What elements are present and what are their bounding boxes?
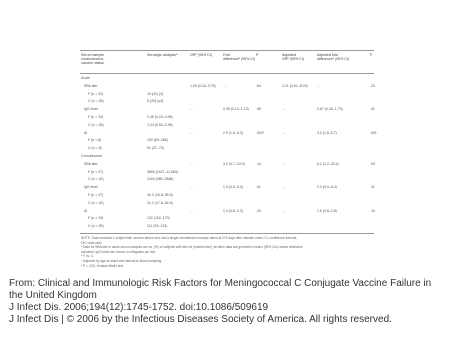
table-cell: .64 <box>256 83 261 88</box>
table-cell: .61 <box>256 185 261 190</box>
table-cell: ... <box>190 161 193 166</box>
table-cell: SBA titer <box>84 161 98 166</box>
table-cell: 1.4 (0.8–2.3) <box>223 208 243 213</box>
table-cell: Acute <box>81 76 90 80</box>
table-cell: F (n = 32) <box>88 91 104 96</box>
table-cell: ... <box>282 185 285 190</box>
table-cell: ... <box>282 130 285 135</box>
table-note: OR, odds ratio. <box>81 240 103 245</box>
table-cell: ... <box>190 208 193 213</box>
table-cell: ... <box>317 83 320 88</box>
table-row <box>80 176 374 182</box>
table-cell: 0.67 (0.26–1.73) <box>317 107 343 112</box>
table-note: indicated. IgG levels are shown in milligrams per liter. <box>81 249 157 254</box>
table-cell: SBA titer <box>84 83 98 88</box>
table-row <box>80 208 374 214</box>
table-image <box>72 46 378 273</box>
table-row <box>80 98 374 104</box>
table-cell: 0.39 (0.13–1.13) <box>223 107 249 112</box>
table-cell: 8 (20) (≤4) <box>147 99 164 104</box>
table-row <box>80 200 374 206</box>
table-cell: ... <box>282 161 285 166</box>
table-row <box>80 145 374 151</box>
table-cell: 1.29 (0.44–3.78) <box>190 83 216 88</box>
table-row <box>80 184 374 190</box>
citation-source: From: Clinical and Immunologic Risk Factors for Meningococcal C Conjugate Vaccine Failure in the United Kingdom <box>9 278 432 301</box>
table-cell: .41 <box>370 107 375 112</box>
table-row <box>80 83 374 89</box>
table-cell: 1.3 (0.5–3.4) <box>223 185 243 190</box>
table-cell: IgG level <box>84 185 98 190</box>
table-row <box>80 161 374 167</box>
table-cell: 3.2 (1.8–5.7) <box>317 130 337 135</box>
table-cell: 40.0 (16.8–95.5) <box>147 193 173 197</box>
citation-journal-link[interactable]: J Infect Dis. 2006;194(12):1745-1752. doi:10.1086/509619 <box>9 302 269 313</box>
table-cell: F (n = 19) <box>88 216 104 221</box>
table-cell: ... <box>190 107 193 112</box>
table-note: ᵃ Data for SBA titer in acute serum samples are no. (%) of subjects with titer ≥8 (median titer); all other data are geometric means (95% CIs) unless otherwise <box>81 245 303 250</box>
table-top-rule <box>80 50 374 51</box>
table-row <box>80 223 374 229</box>
table-cell: ... <box>223 83 226 88</box>
table-cell: ... <box>282 208 285 213</box>
table-cell: 3690 (1167–11,663) <box>147 169 179 174</box>
table-cell: 2.21 (0.61–8.03) <box>282 83 308 88</box>
table-header-cell: Adjusted ORᵇ (95% CI) <box>282 53 304 62</box>
table-cell: .23 <box>370 83 375 88</box>
table-cell: 2.3 (0.9–6.4) <box>317 185 337 190</box>
table-cell: C (n = 28) <box>88 122 104 127</box>
table-cell: .08 <box>256 107 261 112</box>
table-cell: C (n = 32) <box>88 177 104 182</box>
table-row <box>80 91 374 97</box>
table-cell: 1.24 (0.52–2.96) <box>147 122 173 127</box>
table-row <box>80 153 374 159</box>
table-cell: 132 (102–170) <box>147 216 170 221</box>
table-row <box>80 215 374 221</box>
table-cell: .03 <box>370 161 375 166</box>
table-cell: ... <box>190 185 193 190</box>
table-header-cell: P <box>256 53 259 57</box>
table-row <box>80 75 374 81</box>
table-cell: .19 <box>370 208 375 213</box>
table-notes <box>81 236 373 268</box>
table-cell: 51 (37–70) <box>147 146 164 151</box>
table-bottom-rule <box>80 233 374 234</box>
table-header-rule <box>80 73 374 74</box>
table-cell: C (n = 25) <box>88 224 104 229</box>
table-cell: .23 <box>256 208 261 213</box>
table-cell: 31.2 (17.6–54.5) <box>147 200 173 205</box>
table-cell: IgG level <box>84 107 98 112</box>
table-header-cell: Fold differenceᶜ (95% CI) <box>223 53 256 62</box>
table-row <box>80 122 374 128</box>
table-note: ᵇ F vs. C. <box>81 254 95 259</box>
citation-copyright: J Infect Dis | © 2006 by the Infectious Diseases Society of America. All rights reserved. <box>9 314 392 325</box>
table-cell: F (n = 33) <box>88 115 104 119</box>
table-cell: 3.2 (0.7–14.9) <box>223 161 245 166</box>
table-cell: 6.1 (1.2–32.4) <box>317 161 339 166</box>
table-cell: C (n = 32) <box>88 200 104 205</box>
table-row <box>80 192 374 198</box>
table-row <box>80 169 374 175</box>
table-cell: .14 <box>256 161 261 166</box>
table-note: ᵈ P = .003, Kruskal-Wallis test. <box>81 263 124 268</box>
table-header-cell: ORᵇ (95% CI) <box>190 53 212 57</box>
table-cell: F (n = 27) <box>88 193 104 197</box>
table-cell: 1164 (389–3368) <box>147 177 174 182</box>
table-cell: 111 (93–133) <box>147 224 168 229</box>
table-cell: 2.9 (1.6–5.3) <box>223 130 243 135</box>
table-cell: F (n = 8) <box>88 138 102 143</box>
table-row <box>80 106 374 112</box>
table-cell: .002ᵈ <box>256 130 265 135</box>
table-row <box>80 114 374 120</box>
table-cell: .001 <box>370 130 377 135</box>
table-header-cell: P <box>370 53 373 57</box>
table-row <box>80 137 374 143</box>
table-cell: AI <box>84 130 88 135</box>
table-header-cell: Serologic analysisᵃ <box>147 53 178 57</box>
table-cell: C (n = 28) <box>88 99 104 104</box>
table-cell: ... <box>190 130 193 135</box>
table-row <box>80 130 377 136</box>
table-cell: 15 (41) (4) <box>147 91 164 96</box>
table-cell: ... <box>282 107 285 112</box>
table-cell: AI <box>84 208 88 213</box>
table-cell: C (n = 8) <box>88 146 102 151</box>
table-cell: F (n = 27) <box>88 169 104 174</box>
table-cell: Convalescent <box>81 154 103 158</box>
table-header-cell: Serum sample, measurement, vaccine status <box>81 53 106 66</box>
table-cell: 0.48 (0.24–0.96) <box>147 115 173 119</box>
table-note: ᶜ Adjusted by age at onset and interval to blood sampling. <box>81 258 163 263</box>
citation-block <box>9 278 445 326</box>
table-cell: 150 (84–266) <box>147 138 168 143</box>
table-cell: .11 <box>370 185 375 190</box>
table-cell: 1.5 (0.8–2.8) <box>317 208 337 213</box>
table-note: NOTE. Data excluded 1 subject with vaccine failure who had a single convalescent sample taken at 274 days after disease onset. CI, confidence interval; <box>81 236 297 240</box>
table-header-cell: Adjusted fold differenceᶜ (95% CI) <box>317 53 350 62</box>
